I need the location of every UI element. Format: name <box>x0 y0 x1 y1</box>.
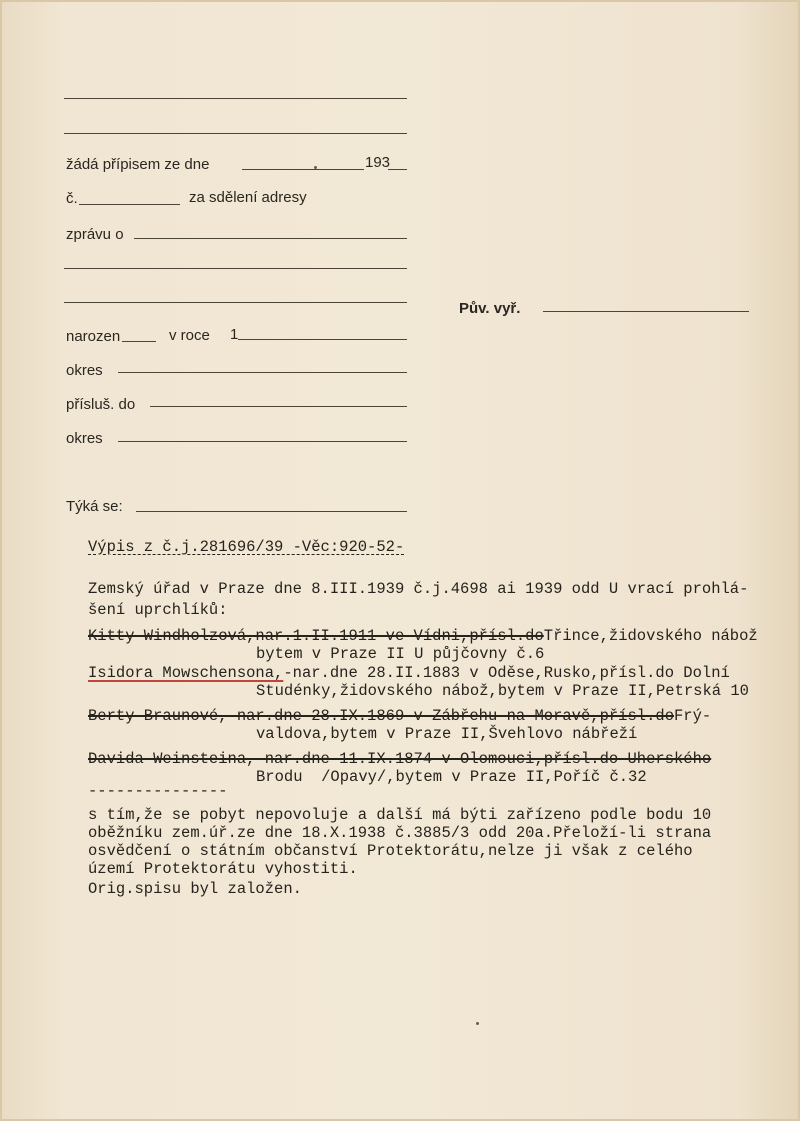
struck-text: Kitty Windholzová,nar.1.II.1911 ve Vídni,přísl.do <box>88 627 544 645</box>
label-tyka-se: Týká se: <box>66 498 123 515</box>
entry-text: Třince,židovského nábož <box>543 627 758 645</box>
entry-isidora-line-2: Studénky,židovského nábož,bytem v Praze II,Petrská 10 <box>256 682 749 700</box>
separator-dashes: --------------- <box>88 782 228 800</box>
blank-line <box>242 169 364 170</box>
entry-kitty <box>88 627 758 645</box>
blank-line <box>150 406 407 407</box>
intro-line-1: Zemský úřad v Praze dne 8.III.1939 č.j.4698 ai 1939 odd U vrací prohlá- <box>88 580 749 598</box>
blank-line <box>118 441 407 442</box>
blank-line <box>64 98 407 99</box>
blank-line <box>238 339 407 340</box>
paragraph-line-4: území Protektorátu vyhostiti. <box>88 860 358 878</box>
entry-davida-line-2: Brodu /Opavy/,bytem v Praze II,Poříč č.32 <box>256 768 647 786</box>
label-zpravu: zprávu o <box>66 226 124 243</box>
entry-berty-line-2: valdova,bytem v Praze II,Švehlovo nábřeží <box>256 725 638 743</box>
label-v-roce: v roce <box>169 327 210 344</box>
blank-line <box>122 341 156 342</box>
entry-kitty-line-2: bytem v Praze II U půjčovny č.6 <box>256 645 545 663</box>
blank-line <box>64 133 407 134</box>
label-c: č. <box>66 190 78 207</box>
entry-text: -nar.dne 28.II.1883 v Oděse,Rusko,přísl.do Dolní <box>283 664 730 682</box>
closing-line: Orig.spisu byl založen. <box>88 880 302 898</box>
blank-line <box>118 372 407 373</box>
label-okres: okres <box>66 362 103 379</box>
blank-line <box>134 238 407 239</box>
entry-davida <box>88 750 711 768</box>
label-okres-2: okres <box>66 430 103 447</box>
dot-mark <box>314 166 317 169</box>
paragraph-line-1: s tím,že se pobyt nepovoluje a další má býti zařízeno podle bodu 10 <box>88 806 712 824</box>
entry-text: Frý- <box>674 707 712 725</box>
label-roce-digit: 1 <box>230 326 239 343</box>
paragraph-line-3: osvědčení o státním občanství Protektorátu,nelze ji však z celého <box>88 842 693 860</box>
label-zada: žádá přípisem ze dne <box>66 156 210 173</box>
label-prislus: přísluš. do <box>66 396 136 413</box>
blank-line <box>543 311 749 312</box>
blank-line <box>79 204 180 205</box>
intro-line-2: šení uprchlíků: <box>88 601 228 619</box>
label-puv-vyr: Pův. vyř. <box>459 300 521 317</box>
struck-text: Berty Braunové,-nar.dne 28.IX.1869 v Zábřehu na Moravě,přísl.do <box>88 707 674 725</box>
blank-line <box>64 268 407 269</box>
blank-line <box>136 511 407 512</box>
underlined-name: Isidora Mowschensona, <box>88 664 284 682</box>
paragraph-line-2: oběžníku zem.úř.ze dne 18.X.1938 č.3885/3 odd 20a.Přeloží-li strana <box>88 824 712 842</box>
paper-mark <box>476 1022 479 1025</box>
document-heading: Výpis z č.j.281696/39 -Věc:920-52- <box>88 538 405 556</box>
label-adresa: za sdělení adresy <box>189 189 307 206</box>
label-narozen: narozen <box>66 328 121 345</box>
label-year: 193 <box>365 154 391 171</box>
blank-line <box>388 169 407 170</box>
entry-isidora <box>88 664 730 682</box>
entry-berty <box>88 707 711 725</box>
blank-line <box>64 302 407 303</box>
struck-text: Davida Weinsteina,-nar.dne 11.IX.1874 v Olomouci,přísl.do Uherského <box>88 750 712 768</box>
